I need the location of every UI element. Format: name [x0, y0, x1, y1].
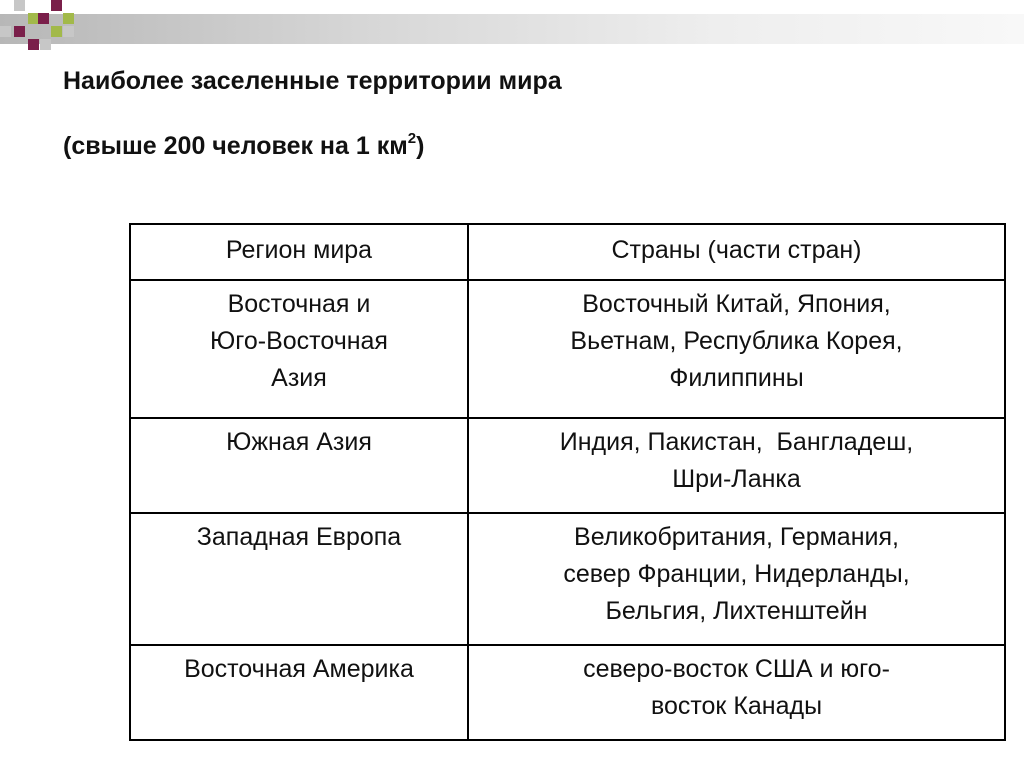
region-line: Восточная Америка [184, 655, 414, 683]
region-line: Азия [271, 364, 327, 392]
region-line: Юго-Восточная [210, 327, 388, 355]
countries-line: север Франции, Нидерланды, [563, 560, 910, 588]
countries-line: восток Канады [650, 692, 823, 720]
countries-line: Вьетнам, Республика Корея, [570, 327, 903, 355]
slide-title: Наиболее заселенные территории мира [63, 67, 562, 95]
table-row [130, 280, 1005, 418]
region-line: Южная Азия [226, 428, 372, 456]
slide-subtitle [63, 131, 424, 161]
region-line: Западная Европа [196, 523, 402, 551]
countries-cell [468, 513, 1005, 645]
countries-line: Бельгия, Лихтенштейн [605, 597, 868, 625]
countries-cell [468, 645, 1005, 740]
header-countries: Страны (части стран) [468, 224, 1005, 280]
countries-line: Великобритания, Германия, [574, 523, 899, 551]
countries-line: Шри-Ланка [672, 465, 801, 493]
table-row [130, 418, 1005, 513]
countries-line: Индия, Пакистан, Бангладеш, [559, 428, 914, 456]
table-row [130, 645, 1005, 740]
subtitle-superscript: 2 [407, 129, 417, 147]
table-row [130, 513, 1005, 645]
header-region: Регион мира [130, 224, 468, 280]
region-line: Восточная и [227, 290, 371, 318]
region-cell [130, 513, 468, 645]
region-cell [130, 418, 468, 513]
region-cell [130, 280, 468, 418]
countries-line: северо-восток США и юго- [583, 655, 890, 683]
region-cell [130, 645, 468, 740]
population-table [129, 223, 1006, 741]
subtitle-text: (свыше 200 человек на 1 км [63, 132, 408, 160]
table-header-row [130, 224, 1005, 280]
subtitle-close: ) [416, 132, 425, 160]
countries-cell [468, 280, 1005, 418]
countries-line: Филиппины [669, 364, 804, 392]
decorative-top-bar [0, 14, 1024, 44]
countries-line: Восточный Китай, Япония, [582, 290, 891, 318]
countries-cell [468, 418, 1005, 513]
